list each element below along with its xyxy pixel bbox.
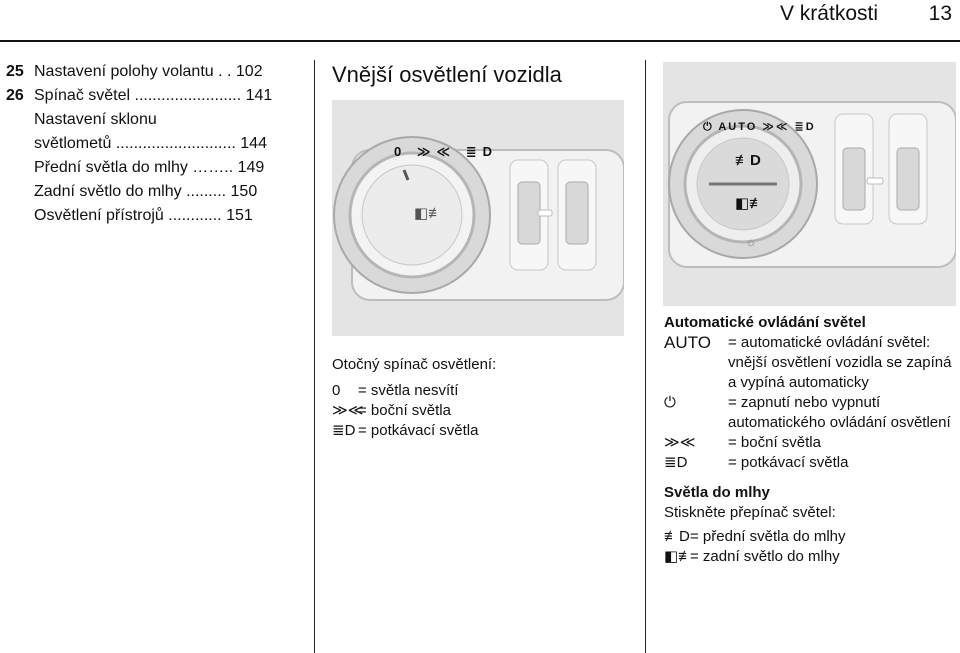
toc-number [6,180,34,204]
low-beam-icon: ≣D [664,454,688,471]
item-text: = automatické ovládání světel: vnější osvětlení vozidla se zapíná a vypíná automaticky [728,334,952,391]
header-divider [0,40,960,42]
rear-fog-icon: ◧≢ [664,548,694,565]
toc-number [6,132,34,156]
toc-text: Nastavení sklonu [34,111,157,128]
list-item [664,393,956,433]
auto-light-switch-illustration [663,62,956,306]
toc-text: Přední světla do mlhy …….. 149 [34,159,265,176]
list-item [332,381,652,401]
switch-position-labels [394,144,498,160]
fog-light-icon: ◧≢ [414,205,444,222]
front-fog-icon: ≢D [735,152,761,169]
switch-intro: Otočný spínač osvětlení: [332,356,497,373]
item-text: = boční světla [728,434,821,451]
section-title: Vnější osvětlení vozidla [332,62,562,87]
toc-list [6,60,306,228]
auto-heading: Automatické ovládání světel [664,314,866,331]
light-switch-figure [332,100,624,336]
item-text: = boční světla [358,402,451,419]
auto-label: AUTO [664,333,711,352]
item-text: = zapnutí nebo vypnutí automatického ovládání osvětlení [728,394,951,431]
list-item [664,527,956,547]
sidelight-icon: ≫≪ [332,402,364,419]
list-item [332,421,652,441]
auto-description [664,313,956,567]
item-text: = potkávací světla [358,422,479,439]
item-text: = potkávací světla [728,454,849,471]
toc-text: světlometů ........................... 144 [34,135,267,152]
toc-item [6,156,306,180]
sidelight-icon: ≫≪ [762,121,790,133]
column-divider [314,60,315,653]
toc-number [6,108,34,132]
switch-position-labels [703,120,816,134]
fog-heading: Světla do mlhy [664,484,770,501]
auto-light-switch-figure [663,62,956,306]
toc-item [6,180,306,204]
rear-fog-icon: ◧≢ [735,195,765,212]
light-switch-illustration [332,100,624,336]
toc-text: Osvětlení přístrojů ............ 151 [34,207,253,224]
sidelight-icon: ≫≪ [664,434,696,451]
auto-label: AUTO [718,121,758,133]
list-item [664,333,956,393]
running-header-title: V krátkosti [779,2,878,25]
sidelight-icon: ≫≪ [416,144,457,159]
toc-number [6,204,34,228]
low-beam-icon: ≣D [794,121,816,133]
toc-item [6,108,306,132]
off-label: 0 [394,144,408,159]
list-item [664,547,956,567]
item-text: = přední světla do mlhy [690,528,846,545]
toc-item [6,204,306,228]
fog-intro: Stiskněte přepínač světel: [664,504,836,521]
front-fog-icon: ≢D [664,528,690,545]
low-beam-icon: ≣D [332,422,356,439]
low-beam-icon: ≣D [465,144,498,159]
list-item [664,433,956,453]
toc-item [6,60,306,84]
toc-text: Zadní světlo do mlhy ......... 150 [34,183,258,200]
toc-item [6,132,306,156]
toc-number: 25 [6,63,24,80]
toc-number: 26 [6,87,24,104]
switch-description [332,355,652,441]
list-item [664,453,956,473]
item-text: = zadní světlo do mlhy [690,548,840,565]
toc-text: Spínač světel ........................ 141 [34,87,273,104]
dimmer-icon: ☼ [745,234,757,249]
list-item [332,401,652,421]
toc-item [6,84,306,108]
toc-number [6,156,34,180]
auto-toggle-icon: ⏻ [703,121,714,133]
toc-text: Nastavení polohy volantu . . 102 [34,63,263,80]
item-text: = světla nesvítí [358,382,459,399]
off-icon: 0 [332,382,341,399]
power-icon: ⏻ [664,394,676,411]
page-number: 13 [928,2,952,25]
